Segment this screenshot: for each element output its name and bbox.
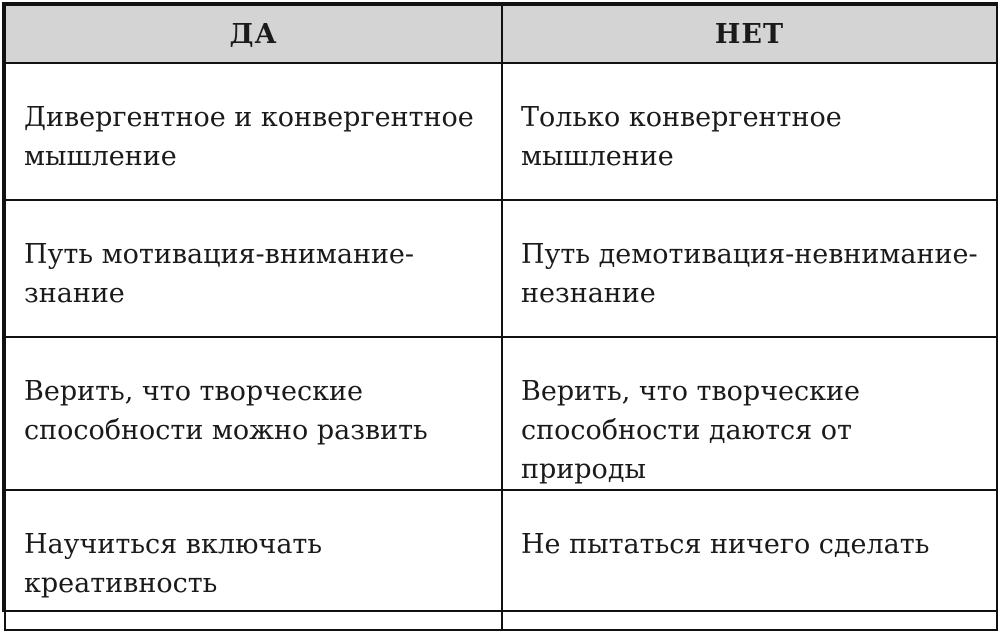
cell-yes: Путь мотивация-внимание-знание [5,200,502,337]
cell-yes: Дивергентное и конвергентное мышление [5,63,502,200]
cell-no: Только конвергентное мышление [502,63,997,200]
cell-yes: Научиться включать креативность [5,490,502,630]
table-row [5,200,997,337]
cell-yes: Верить, что творческие способности можно развить [5,337,502,490]
cell-no: Верить, что творческие способности даются от природы [502,337,997,490]
table-row [5,337,997,490]
cell-no: Путь демотивация-невнимание-незнание [502,200,997,337]
table-row [5,490,997,630]
table [4,4,998,631]
comparison-table [2,2,998,612]
header-no: НЕТ [502,5,997,63]
header-yes: ДА [5,5,502,63]
header-row [5,5,997,63]
cell-no: Не пытаться ничего сделать [502,490,997,630]
table-row [5,63,997,200]
